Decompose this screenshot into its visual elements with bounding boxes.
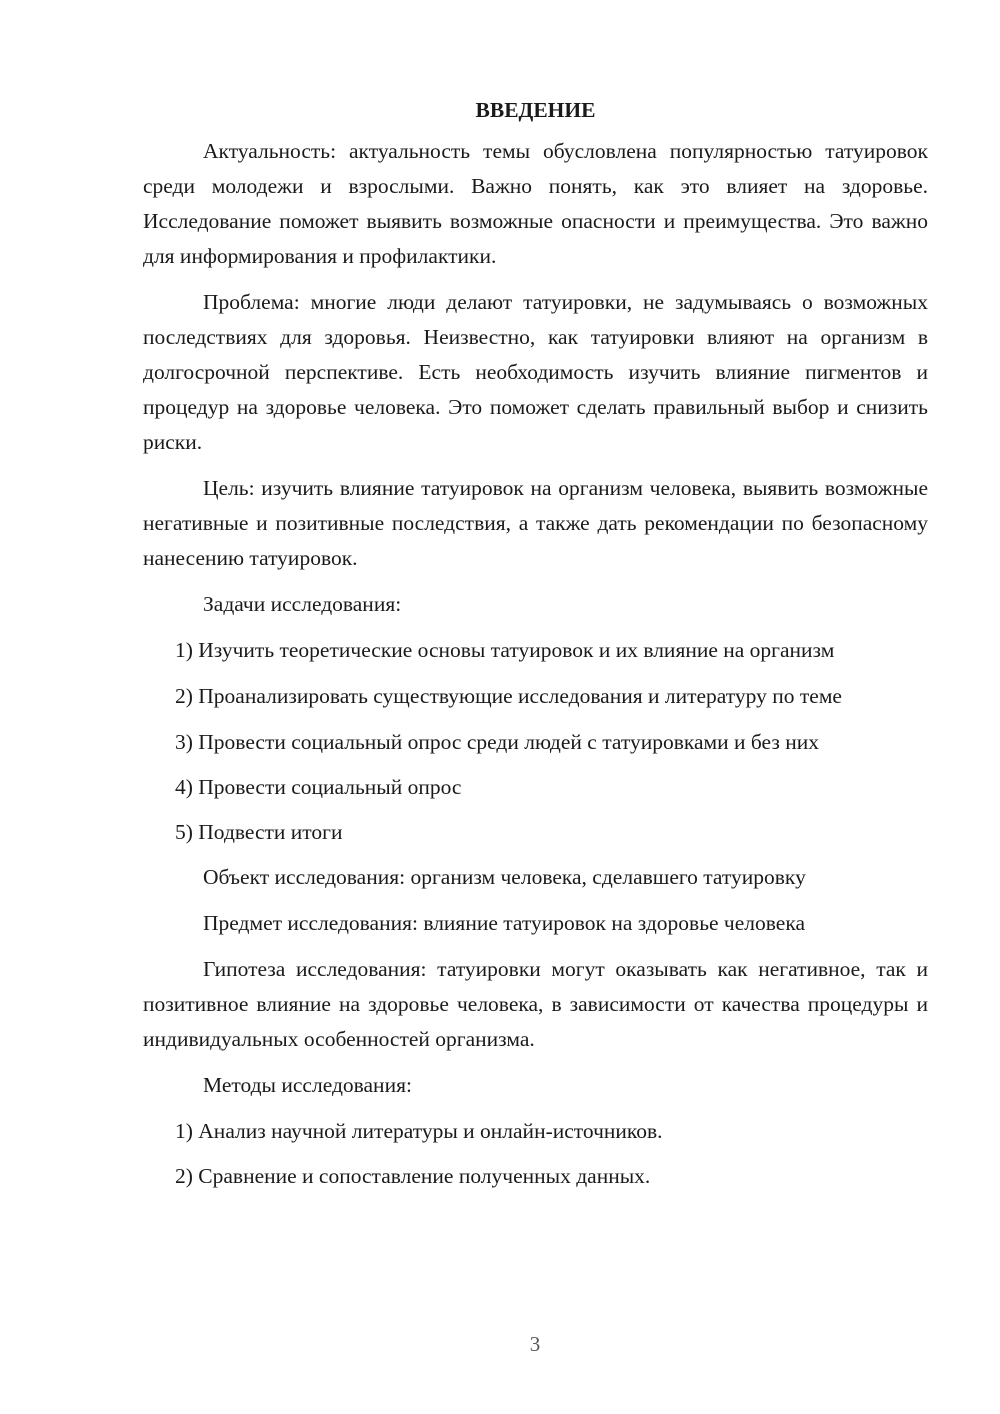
task-item-1: 1) Изучить теоретические основы татуировок и их влияние на организм bbox=[175, 638, 835, 662]
relevance-paragraph: Актуальность: актуальность темы обусловлена популярностью татуировок среди молодежи и взрослыми. Важно понять, как это влияет на здоровье. Исследование поможет выявить возможные опасности и преимущества. Это важно для информирования и профилактики. bbox=[143, 139, 928, 268]
goal-paragraph: Цель: изучить влияние татуировок на организм человека, выявить возможные негативные и позитивные последствия, а также дать рекомендации по безопасному нанесению татуировок. bbox=[143, 476, 928, 570]
task-item-2: 2) Проанализировать существующие исследования и литературу по теме bbox=[175, 684, 842, 708]
method-item-1: 1) Анализ научной литературы и онлайн-источников. bbox=[175, 1119, 663, 1143]
task-item-5: 5) Подвести итоги bbox=[175, 820, 343, 844]
section-title: ВВЕДЕНИЕ bbox=[475, 98, 596, 122]
task-item-4: 4) Провести социальный опрос bbox=[175, 775, 462, 799]
object-line: Объект исследования: организм человека, сделавшего татуировку bbox=[203, 865, 806, 889]
document-page bbox=[143, 92, 928, 1204]
page-number: 3 bbox=[529, 1332, 541, 1356]
tasks-heading: Задачи исследования: bbox=[203, 592, 402, 616]
task-item-3: 3) Провести социальный опрос среди людей с татуировками и без них bbox=[175, 730, 819, 754]
subject-line: Предмет исследования: влияние татуировок на здоровье человека bbox=[203, 911, 805, 935]
method-item-2: 2) Сравнение и сопоставление полученных данных. bbox=[175, 1164, 651, 1188]
hypothesis-paragraph: Гипотеза исследования: татуировки могут оказывать как негативное, так и позитивное влияние на здоровье человека, в зависимости от качества процедуры и индивидуальных особенностей организма. bbox=[143, 957, 928, 1051]
problem-paragraph: Проблема: многие люди делают татуировки, не задумываясь о возможных последствиях для здоровья. Неизвестно, как татуировки влияют на организм в долгосрочной перспективе. Есть необходимость изучить влияние пигментов и процедур на здоровье человека. Это поможет сделать правильный выбор и снизить риски. bbox=[143, 290, 928, 454]
methods-heading: Методы исследования: bbox=[203, 1073, 412, 1097]
